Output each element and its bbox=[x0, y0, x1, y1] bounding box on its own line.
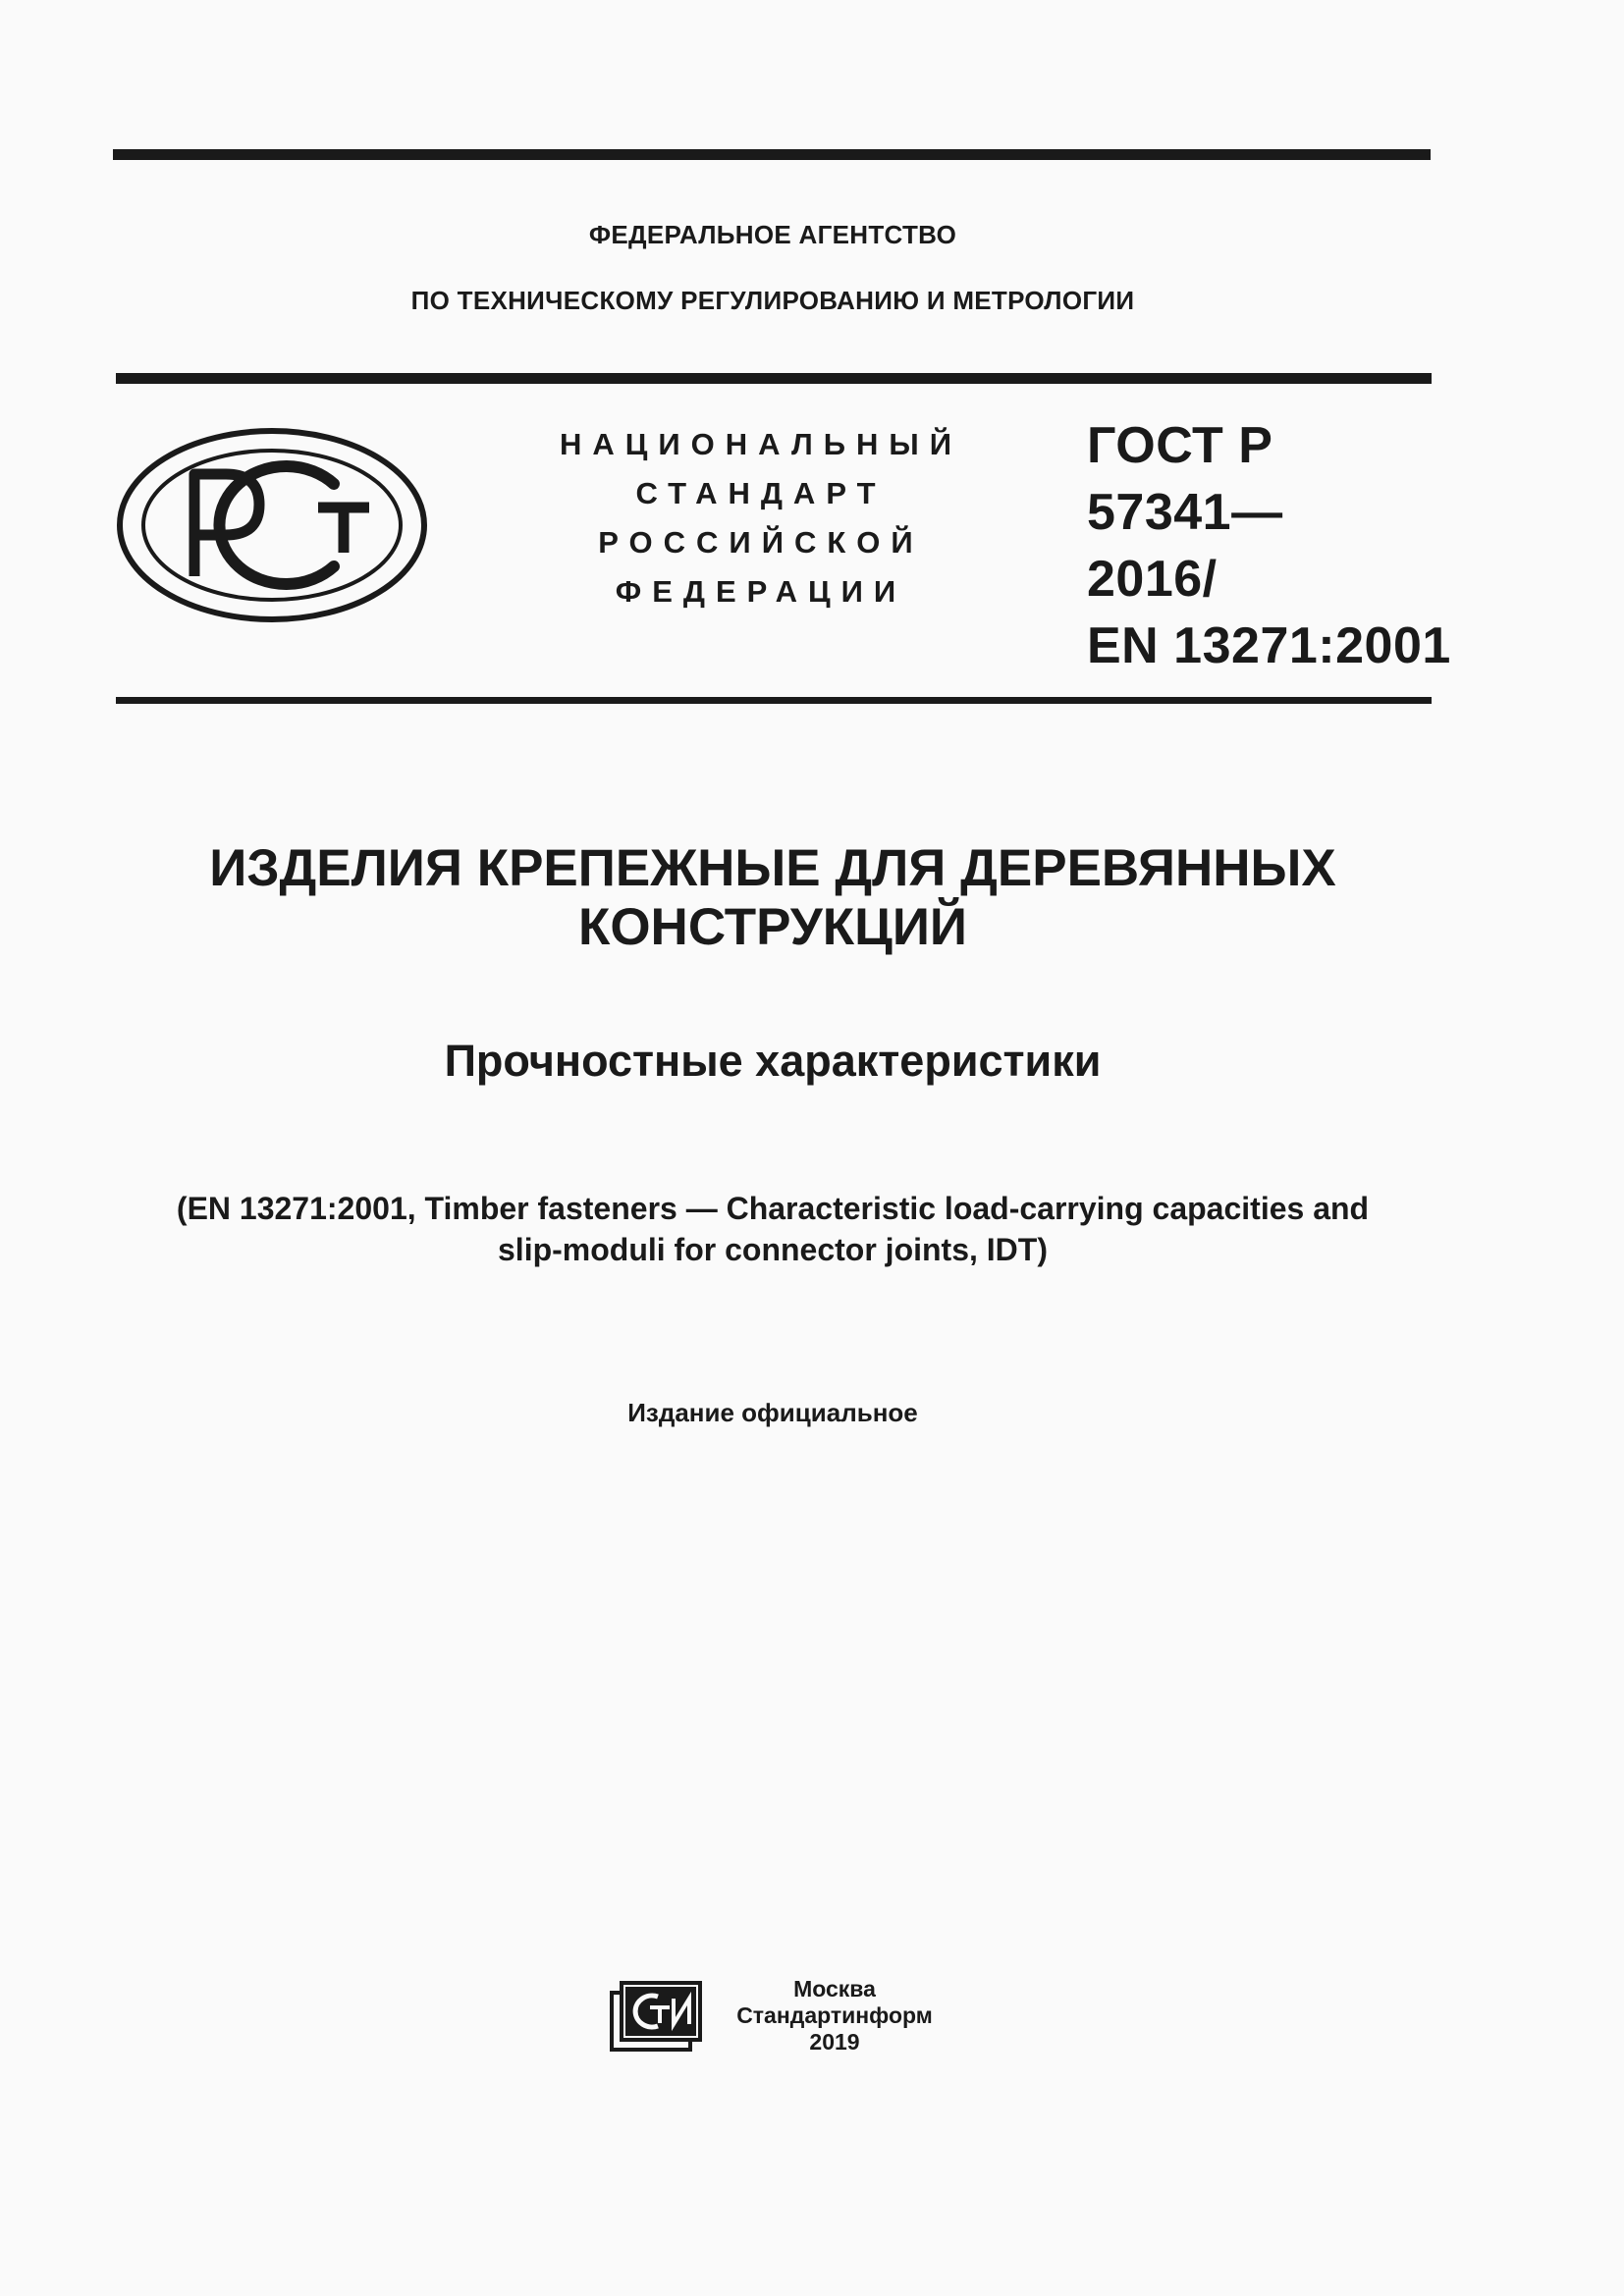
designation-line-1: ГОСТ Р bbox=[1087, 417, 1273, 474]
standard-type-line-4: ФЕДЕРАЦИИ bbox=[615, 574, 907, 609]
header-divider bbox=[116, 373, 1432, 384]
standartinform-logo-icon bbox=[609, 1979, 707, 2054]
gost-rst-logo-icon bbox=[116, 427, 428, 623]
standard-designation bbox=[1087, 412, 1451, 679]
title-line-1: ИЗДЕЛИЯ КРЕПЕЖНЫЕ ДЛЯ ДЕРЕВЯННЫХ bbox=[209, 839, 1336, 897]
en-reference bbox=[0, 1188, 1545, 1270]
document-subtitle: Прочностные характеристики bbox=[444, 1036, 1102, 1086]
standard-type-line-1: НАЦИОНАЛЬНЫЙ bbox=[559, 427, 963, 461]
top-divider bbox=[113, 149, 1431, 160]
standard-type bbox=[545, 420, 977, 616]
title-line-2: КОНСТРУКЦИЙ bbox=[577, 898, 968, 956]
en-reference-line-2: slip-moduli for connector joints, IDT) bbox=[498, 1232, 1048, 1267]
header-bottom-divider bbox=[116, 697, 1432, 704]
publisher-year: 2019 bbox=[809, 2029, 860, 2055]
publisher-city: Москва bbox=[793, 1976, 876, 2002]
standard-type-line-2: СТАНДАРТ bbox=[635, 476, 887, 510]
publisher-name: Стандартинформ bbox=[736, 2002, 933, 2028]
en-reference-line-1: (EN 13271:2001, Timber fasteners — Characteristic load-carrying capacities and bbox=[176, 1191, 1370, 1226]
designation-line-4: EN 13271:2001 bbox=[1087, 617, 1451, 674]
document-title bbox=[0, 839, 1545, 957]
publisher-info bbox=[722, 1976, 947, 2056]
edition-label: Издание официальное bbox=[627, 1398, 918, 1427]
designation-line-3: 2016/ bbox=[1087, 551, 1218, 608]
standard-type-line-3: РОССИЙСКОЙ bbox=[598, 525, 924, 560]
designation-line-2: 57341— bbox=[1087, 484, 1283, 541]
agency-name-line-2: ПО ТЕХНИЧЕСКОМУ РЕГУЛИРОВАНИЮ И МЕТРОЛОГИИ bbox=[410, 286, 1135, 315]
agency-name-line-1: ФЕДЕРАЛЬНОЕ АГЕНТСТВО bbox=[588, 220, 957, 249]
